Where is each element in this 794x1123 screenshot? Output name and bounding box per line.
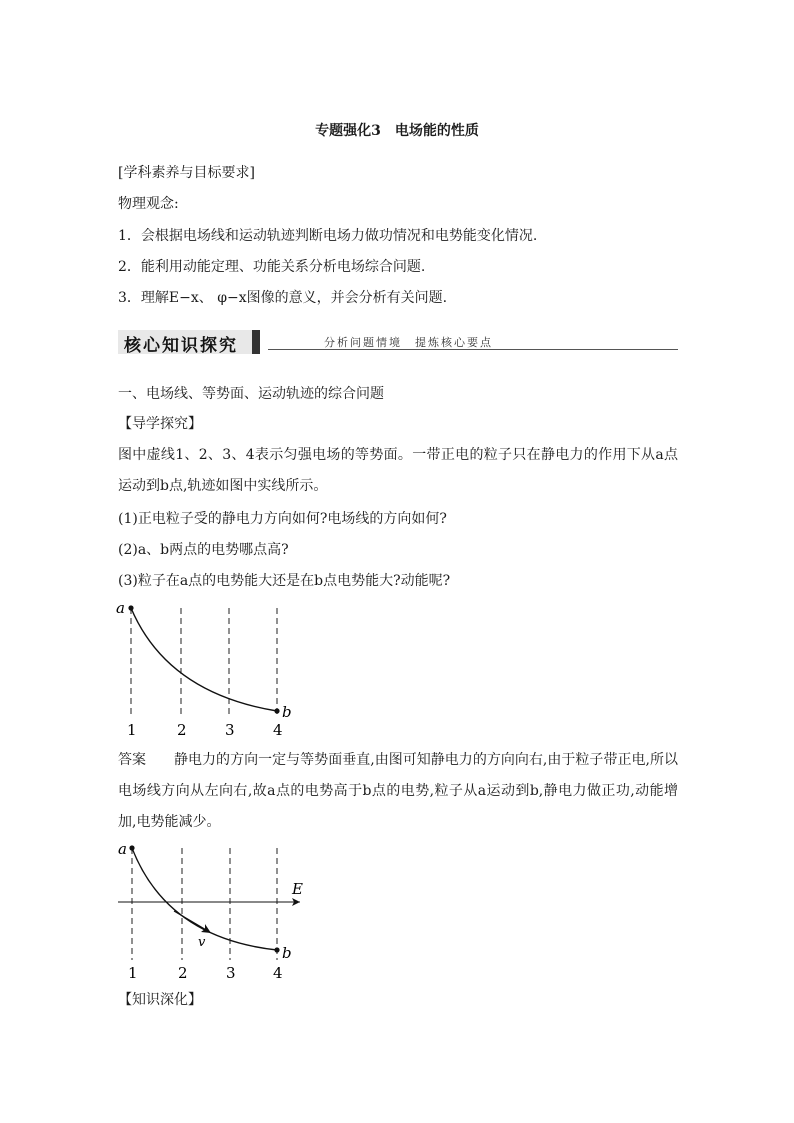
field-label: E: [292, 880, 303, 898]
figure-1-diagram: [112, 598, 312, 743]
line-label-3: 3: [225, 721, 235, 739]
point-b-dot: [274, 947, 279, 952]
velocity-vector: [174, 911, 208, 931]
line-label-3: 3: [226, 964, 236, 982]
question-3: (3)粒子在a点的电势能大还是在b点电势能大?动能呢?: [118, 573, 451, 589]
point-b-label: b: [282, 944, 292, 962]
point-a-dot: [129, 845, 134, 850]
point-a-label: a: [116, 599, 125, 617]
line-label-1: 1: [128, 964, 138, 982]
question-2: (2)a、b两点的电势哪点高?: [118, 542, 289, 558]
goal-item-3: 3．理解E−x、 φ−x图像的意义，并会分析有关问题.: [118, 290, 448, 306]
line-label-2: 2: [177, 721, 187, 739]
line-label-4: 4: [273, 964, 283, 982]
section-heading: 一、电场线、等势面、运动轨迹的综合问题: [118, 386, 384, 402]
point-a-label: a: [118, 840, 127, 858]
concept-label: 物理观念:: [118, 196, 179, 212]
guide-label: 【导学探究】: [118, 416, 202, 432]
banner-subtitle: 分析问题情境 提炼核心要点: [324, 336, 493, 349]
point-a-dot: [128, 605, 133, 610]
intro-paragraph: 图中虚线1、2、3、4表示匀强电场的等势面。一带正电的粒子只在静电力的作用下从a点运动到b点,轨迹如图中实线所示。: [118, 447, 678, 494]
requirements-heading: [学科素养与目标要求]: [118, 165, 255, 181]
trajectory-curve: [131, 608, 277, 711]
point-b-label: b: [282, 703, 292, 721]
point-b-dot: [274, 708, 279, 713]
deepen-label: 【知识深化】: [118, 992, 202, 1008]
goal-item-2: 2．能利用动能定理、功能关系分析电场综合问题.: [118, 259, 426, 275]
answer-paragraph: 静电力的方向一定与等势面垂直,由图可知静电力的方向向右,由于粒子带正电,所以电场线方向从左向右,故a点的电势高于b点的电势,粒子从a运动到b,静电力做正功,动能增加,电势能减少。: [118, 752, 678, 830]
section-banner: [118, 330, 678, 356]
page-title: 专题强化3 电场能的性质: [315, 123, 479, 139]
line-label-4: 4: [273, 721, 283, 739]
line-label-2: 2: [178, 964, 188, 982]
line-label-1: 1: [127, 721, 137, 739]
banner-title: 核心知识探究: [124, 336, 238, 356]
question-1: (1)正电粒子受的静电力方向如何?电场线的方向如何?: [118, 511, 447, 527]
answer-label: 答案: [118, 752, 146, 768]
figure-2-diagram: [112, 838, 317, 983]
goal-item-1: 1．会根据电场线和运动轨迹判断电场力做功情况和电势能变化情况.: [118, 228, 538, 244]
velocity-label: v: [198, 935, 206, 950]
